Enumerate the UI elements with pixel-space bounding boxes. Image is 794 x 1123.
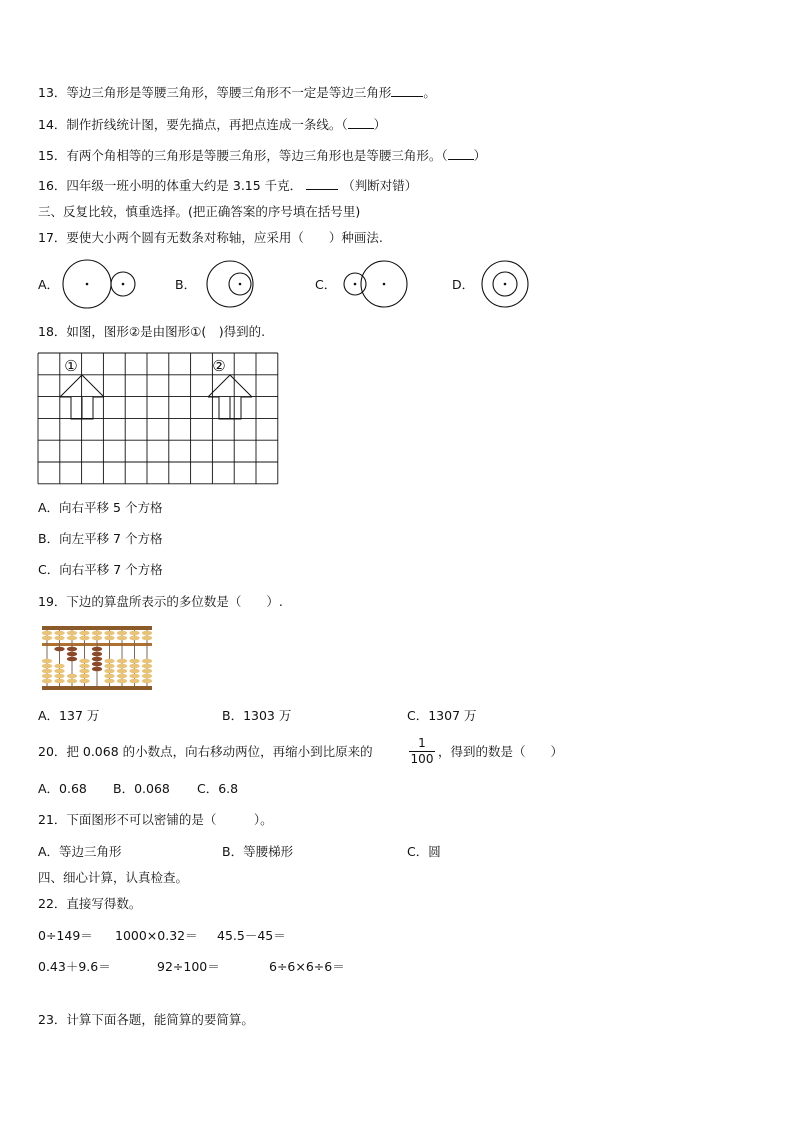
option-a[interactable]: A．等边三角形 [38, 844, 122, 859]
abacus-bead [142, 659, 152, 664]
abacus-bead [92, 631, 102, 636]
option-b-large-circle [207, 261, 253, 307]
abacus-bead [92, 636, 102, 641]
abacus-bead [67, 631, 77, 636]
option-c[interactable]: C．1307 万 [407, 708, 477, 723]
center-dot [86, 283, 89, 286]
question-16-tail: （判断对错） [342, 178, 418, 193]
arrow-shape-2 [208, 375, 252, 419]
abacus-bead [129, 631, 139, 636]
abacus-bead [104, 674, 114, 679]
abacus-bead [117, 631, 127, 636]
abacus-bead [79, 669, 89, 674]
question-15 [38, 147, 486, 164]
abacus-bead [42, 679, 52, 684]
question-18: 18．如图，图形②是由图形①( )得到的. [38, 324, 266, 339]
calc-item[interactable]: 92÷100＝ [157, 959, 220, 974]
question-16 [38, 177, 417, 194]
question-15-text: 15．有两个角相等的三角形是等腰三角形，等边三角形也是等腰三角形。（ [38, 148, 448, 163]
calc-item[interactable]: 0÷149＝ [38, 928, 93, 943]
abacus-bead [54, 647, 64, 652]
abacus-bead [117, 679, 127, 684]
option-b[interactable]: B．向左平移 7 个方格 [38, 531, 163, 546]
abacus-bead [42, 631, 52, 636]
abacus-bead [142, 669, 152, 674]
abacus-bead [104, 636, 114, 641]
question-20-text: 20．把 0.068 的小数点，向右移动两位，再缩小到比原来的 [38, 744, 373, 759]
abacus-bead [42, 636, 52, 641]
option-c[interactable]: C．圆 [407, 844, 441, 859]
section-4-heading: 四、细心计算，认真检查。 [38, 870, 189, 885]
option-b[interactable]: B．1303 万 [222, 708, 292, 723]
center-dot [239, 283, 242, 286]
question-22: 22．直接写得数。 [38, 896, 142, 911]
abacus-bead [129, 674, 139, 679]
abacus-bead [67, 674, 77, 679]
option-b[interactable]: B．等腰梯形 [222, 844, 294, 859]
section-3-heading: 三、反复比较，慎重选择。(把正确答案的序号填在括号里) [38, 204, 361, 219]
abacus-bead [79, 664, 89, 669]
center-dot [504, 283, 507, 286]
abacus-bead [42, 659, 52, 664]
abacus-bead [104, 679, 114, 684]
option-b[interactable]: B．0.068 [113, 781, 170, 796]
abacus-bead [79, 631, 89, 636]
abacus-bead [42, 664, 52, 669]
shape-2-label: ② [212, 357, 226, 375]
question-20 [38, 744, 373, 760]
question-13-text: 13．等边三角形是等腰三角形，等腰三角形不一定是等边三角形 [38, 85, 392, 100]
center-dot [383, 283, 386, 286]
fraction-denominator: 100 [410, 752, 434, 766]
calc-item[interactable]: 45.5－45＝ [217, 928, 286, 943]
question-15-tail: ） [473, 148, 487, 163]
option-a-label: A． [38, 277, 60, 292]
abacus-bead [142, 664, 152, 669]
abacus-bead [67, 647, 77, 652]
abacus-bead [104, 659, 114, 664]
abacus-bead [117, 669, 127, 674]
question-20-tail: ，得到的数是（ ） [438, 744, 564, 759]
question-21: 21．下面图形不可以密铺的是（ ）。 [38, 812, 273, 827]
abacus-bead [129, 669, 139, 674]
abacus-bead [79, 679, 89, 684]
abacus-bead [92, 667, 102, 672]
option-a[interactable]: A．向右平移 5 个方格 [38, 500, 163, 515]
abacus-bead [129, 636, 139, 641]
abacus-bead [67, 679, 77, 684]
abacus-bead [79, 636, 89, 641]
abacus-bead [67, 652, 77, 657]
abacus-bead [92, 657, 102, 662]
abacus-bead [54, 674, 64, 679]
abacus-bead [104, 631, 114, 636]
abacus-bead [54, 636, 64, 641]
abacus-bead [142, 674, 152, 679]
calc-item[interactable]: 6÷6×6÷6＝ [269, 959, 345, 974]
answer-blank[interactable] [348, 116, 374, 129]
translation-grid-figure [38, 353, 278, 485]
option-a[interactable]: A．137 万 [38, 708, 100, 723]
abacus-bead [79, 674, 89, 679]
option-a[interactable]: A．0.68 [38, 781, 87, 796]
abacus-bead [117, 674, 127, 679]
calc-item[interactable]: 0.43＋9.6＝ [38, 959, 111, 974]
question-14 [38, 116, 386, 133]
abacus-bead [92, 662, 102, 667]
question-17: 17．要使大小两个圆有无数条对称轴，应采用（ ）种画法. [38, 230, 383, 245]
option-c[interactable]: C．向右平移 7 个方格 [38, 562, 163, 577]
abacus-bead [104, 669, 114, 674]
option-c[interactable]: C．6.8 [197, 781, 239, 796]
abacus-bead [92, 647, 102, 652]
abacus-bead [142, 679, 152, 684]
abacus-bead [54, 631, 64, 636]
fraction-numerator: 1 [418, 736, 426, 750]
question-13 [38, 84, 436, 101]
option-c-label: C． [315, 277, 337, 292]
abacus-bead [129, 679, 139, 684]
abacus-bead [42, 669, 52, 674]
abacus-bead [67, 636, 77, 641]
abacus-bead [142, 636, 152, 641]
option-b-label: B． [175, 277, 197, 292]
option-d-label: D． [452, 277, 475, 292]
abacus-bead [67, 657, 77, 662]
abacus-bead [129, 664, 139, 669]
question-14-tail: ） [373, 117, 387, 132]
question-13-tail: 。 [423, 85, 436, 100]
abacus-bead [117, 664, 127, 669]
question-19: 19．下边的算盘所表示的多位数是（ ）. [38, 594, 283, 609]
center-dot [354, 283, 357, 286]
calc-item[interactable]: 1000×0.32＝ [115, 928, 198, 943]
answer-blank[interactable] [391, 84, 423, 97]
question-23: 23．计算下面各题，能简算的要简算。 [38, 1012, 254, 1027]
abacus-bead [104, 664, 114, 669]
question-14-text: 14．制作折线统计图，要先描点，再把点连成一条线。（ [38, 117, 348, 132]
abacus-bead [92, 652, 102, 657]
abacus-figure [40, 624, 160, 694]
abacus-bead [42, 674, 52, 679]
question-16-text: 16．四年级一班小明的体重大约是 3.15 千克． [38, 178, 303, 193]
abacus-bead [142, 631, 152, 636]
abacus-bead [54, 679, 64, 684]
abacus-bead [117, 636, 127, 641]
circle-options-figure [0, 254, 794, 314]
center-dot [122, 283, 125, 286]
abacus-bead [54, 664, 64, 669]
abacus-bead [129, 659, 139, 664]
abacus-bead [54, 669, 64, 674]
abacus-bead [117, 659, 127, 664]
abacus-bead [79, 659, 89, 664]
shape-1-label: ① [64, 357, 78, 375]
fraction [409, 737, 435, 766]
answer-blank[interactable] [306, 177, 338, 190]
answer-blank[interactable] [448, 147, 474, 160]
